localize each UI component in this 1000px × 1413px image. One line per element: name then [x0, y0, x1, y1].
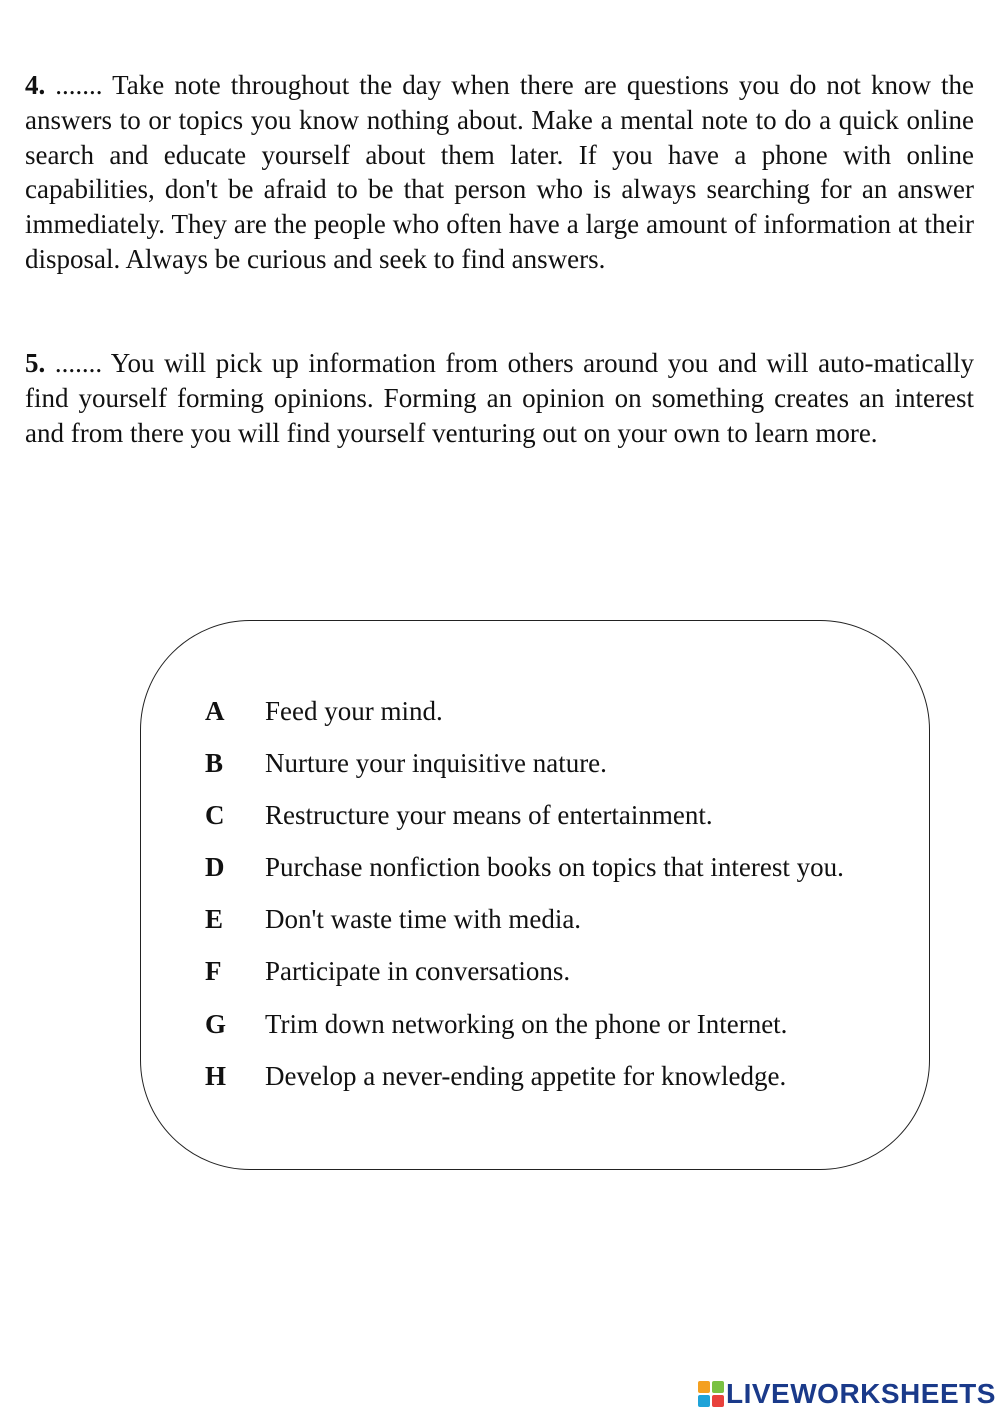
- option-text: Participate in conversations.: [265, 956, 571, 986]
- liveworksheets-logo-text: LIVEWORKSHEETS: [726, 1378, 996, 1409]
- option-text: Restructure your means of entertainment.: [265, 800, 713, 830]
- logo-mark-tile: [698, 1381, 710, 1393]
- option-a: [205, 691, 443, 731]
- option-letter: G: [205, 1009, 227, 1039]
- question-4-number: 4.: [25, 70, 46, 100]
- option-letter: A: [205, 696, 225, 726]
- option-d: [205, 847, 844, 887]
- logo-mark-tile: [712, 1381, 724, 1393]
- option-e: [205, 899, 581, 939]
- option-letter: F: [205, 956, 222, 986]
- question-4-text: ....... Take note throughout the day when there are questions you do not know the answers to or topics you know nothing about. Make a mental note to do a quick online search and educate yourself about them later. If you have a phone with online capabilities, don't be afraid to be that person who is always searching for an answer immediately. They are the people who often have a large amount of information at their disposal. Always be curious and seek to find answers.: [25, 70, 974, 274]
- option-letter: C: [205, 800, 225, 830]
- liveworksheets-logo[interactable]: [698, 1376, 996, 1412]
- option-text: Don't waste time with media.: [265, 904, 582, 934]
- logo-mark-tile: [712, 1395, 724, 1407]
- option-c: [205, 795, 713, 835]
- question-5-paragraph: [25, 346, 974, 450]
- option-b: [205, 743, 607, 783]
- option-text: Purchase nonfiction books on topics that interest you.: [265, 852, 844, 882]
- option-text: Develop a never-ending appetite for knowledge.: [265, 1061, 787, 1091]
- option-text: Nurture your inquisitive nature.: [265, 748, 607, 778]
- option-f: [205, 951, 570, 991]
- question-5-number: 5.: [25, 348, 46, 378]
- liveworksheets-logo-icon: [698, 1381, 724, 1407]
- option-h: [205, 1056, 786, 1096]
- option-letter: E: [205, 904, 224, 934]
- option-letter: B: [205, 748, 224, 778]
- question-4-paragraph: [25, 68, 974, 277]
- option-g: [205, 1004, 787, 1044]
- option-letter: H: [205, 1061, 227, 1091]
- option-text: Feed your mind.: [265, 696, 443, 726]
- question-5-text: ....... You will pick up information from others around you and will auto-matically find yourself forming opinions. Forming an opinion on something creates an interest and from there you will find yourself venturing out on your own to learn more.: [25, 348, 974, 448]
- option-letter: D: [205, 852, 225, 882]
- option-text: Trim down networking on the phone or Internet.: [265, 1009, 788, 1039]
- logo-mark-tile: [698, 1395, 710, 1407]
